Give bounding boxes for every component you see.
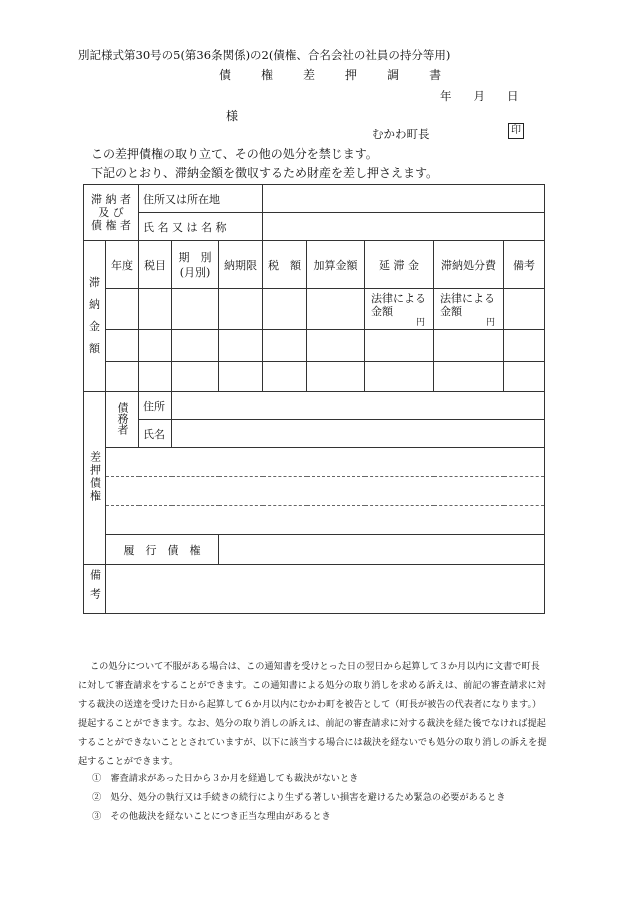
seizure-table bbox=[83, 184, 545, 614]
remarks-text: 備考 bbox=[88, 568, 102, 607]
col-disposal-cost: 滞納処分費 bbox=[434, 241, 504, 289]
title-char: 権 bbox=[261, 68, 274, 82]
delinquency-legal-cell[interactable] bbox=[365, 289, 434, 330]
lead-line-1: この差押債権の取り立て、その他の処分を禁じます。 bbox=[91, 147, 378, 161]
arrears-char: 額 bbox=[89, 342, 100, 356]
cell[interactable] bbox=[139, 330, 172, 362]
appeal-notice bbox=[78, 657, 548, 771]
seal-mark: 印 bbox=[508, 123, 524, 139]
claim-line[interactable] bbox=[106, 448, 545, 477]
arrears-label bbox=[84, 241, 106, 392]
claim-line[interactable] bbox=[106, 477, 545, 506]
performance-field[interactable] bbox=[219, 535, 545, 565]
issuer-name: むかわ町長 bbox=[372, 127, 430, 141]
cell[interactable] bbox=[106, 330, 139, 362]
taxpayer-label bbox=[84, 185, 139, 241]
cell[interactable] bbox=[172, 289, 219, 330]
title-char: 差 bbox=[303, 68, 316, 82]
col-tax-amount: 税 額 bbox=[263, 241, 307, 289]
cell[interactable] bbox=[106, 289, 139, 330]
condition-1: ① 審査請求があった日から３か月を経過しても裁決がないとき bbox=[92, 773, 359, 784]
debtor-text: 債務者 bbox=[116, 401, 129, 435]
cell[interactable] bbox=[307, 330, 365, 362]
cell[interactable] bbox=[365, 330, 434, 362]
cell[interactable] bbox=[434, 330, 504, 362]
claim-line[interactable] bbox=[106, 506, 545, 535]
title-char: 債 bbox=[219, 68, 232, 82]
date-month: 月 bbox=[473, 89, 485, 103]
arrears-char: 滞 bbox=[89, 276, 100, 290]
remarks-label bbox=[84, 565, 106, 614]
performance-label: 履 行 債 権 bbox=[106, 535, 219, 565]
cell[interactable] bbox=[219, 362, 263, 392]
name-label: 氏 名 又 は 名 称 bbox=[139, 213, 263, 241]
legal-amount-label: 法律による金額 bbox=[371, 292, 427, 319]
col-period-line: (月別) bbox=[179, 265, 211, 279]
cell[interactable] bbox=[504, 362, 545, 392]
recipient-suffix: 様 bbox=[226, 109, 239, 123]
cell[interactable] bbox=[219, 330, 263, 362]
condition-3: ③ その他裁決を経ないことにつき正当な理由があるとき bbox=[92, 811, 331, 822]
cell[interactable] bbox=[139, 289, 172, 330]
address-field[interactable] bbox=[263, 185, 545, 213]
cell[interactable] bbox=[263, 330, 307, 362]
cell[interactable] bbox=[172, 362, 219, 392]
yen-label: 円 bbox=[486, 318, 496, 329]
col-remarks: 備考 bbox=[504, 241, 545, 289]
title-char: 調 bbox=[387, 68, 400, 82]
form-id: 別記様式第30号の5(第36条関係)の2(債権、合名会社の社員の持分等用) bbox=[78, 48, 451, 62]
col-delinquency: 延 滞 金 bbox=[365, 241, 434, 289]
seized-claim-label bbox=[84, 392, 106, 565]
title-char: 押 bbox=[345, 68, 358, 82]
cell[interactable] bbox=[172, 330, 219, 362]
appeal-paragraph: この処分について不服がある場合は、この通知書を受けとった日の翌日から起算して３か月以内に文書で町長に対して審査請求をすることができます。この通知書による処分の取り消しを求める訴えは、前記の審査請求に対する裁決の送達を受けた日から起算して６か月以内にむかわ町を被告として（町長が被告の代表者になります。）提起することができます。なお、処分の取り消しの訴えは、前記の審査請求に対する裁決を経た後でなければ提起することができないこととされていますが、以下に該当する場合には裁決を経ないでも処分の取り消しの訴えを提起することができます。 bbox=[78, 661, 547, 767]
col-tax-item: 税目 bbox=[139, 241, 172, 289]
date-line bbox=[440, 88, 519, 104]
cell[interactable] bbox=[504, 330, 545, 362]
debtor-name-label: 氏名 bbox=[139, 420, 172, 448]
taxpayer-label-line: 滞 納 者 bbox=[91, 193, 131, 206]
cell[interactable] bbox=[139, 362, 172, 392]
cell[interactable] bbox=[106, 362, 139, 392]
date-day: 日 bbox=[507, 89, 519, 103]
col-additional: 加算金額 bbox=[307, 241, 365, 289]
document-title bbox=[219, 66, 441, 83]
arrears-char: 金 bbox=[89, 320, 100, 334]
debtor-label bbox=[106, 392, 139, 448]
taxpayer-label-line: 債 権 者 bbox=[91, 219, 131, 232]
condition-2: ② 処分、処分の執行又は手続きの続行により生ずる著しい損害を避けるため緊急の必要があるとき bbox=[92, 792, 506, 803]
address-label: 住所又は所在地 bbox=[139, 185, 263, 213]
cell[interactable] bbox=[263, 362, 307, 392]
cell[interactable] bbox=[307, 362, 365, 392]
col-period bbox=[172, 241, 219, 289]
lead-line-2: 下記のとおり、滞納金額を徴収するため財産を差し押さえます。 bbox=[91, 166, 439, 180]
cell[interactable] bbox=[307, 289, 365, 330]
arrears-char: 納 bbox=[89, 298, 100, 312]
debtor-name-field[interactable] bbox=[172, 420, 545, 448]
yen-label: 円 bbox=[416, 318, 426, 329]
cell[interactable] bbox=[365, 362, 434, 392]
seized-claim-text: 差押債権 bbox=[88, 450, 102, 503]
name-field[interactable] bbox=[263, 213, 545, 241]
cell[interactable] bbox=[263, 289, 307, 330]
taxpayer-label-line: 及 び bbox=[98, 206, 124, 219]
date-year: 年 bbox=[440, 89, 452, 103]
disposal-legal-cell[interactable] bbox=[434, 289, 504, 330]
debtor-address-field[interactable] bbox=[172, 392, 545, 420]
remarks-field[interactable] bbox=[106, 565, 545, 614]
col-due-date: 納期限 bbox=[219, 241, 263, 289]
cell[interactable] bbox=[219, 289, 263, 330]
debtor-address-label: 住所 bbox=[139, 392, 172, 420]
cell[interactable] bbox=[434, 362, 504, 392]
col-year: 年度 bbox=[106, 241, 139, 289]
title-char: 書 bbox=[429, 68, 442, 82]
legal-amount-label: 法律による金額 bbox=[440, 292, 496, 319]
cell[interactable] bbox=[504, 289, 545, 330]
col-period-line: 期 別 bbox=[178, 250, 212, 264]
